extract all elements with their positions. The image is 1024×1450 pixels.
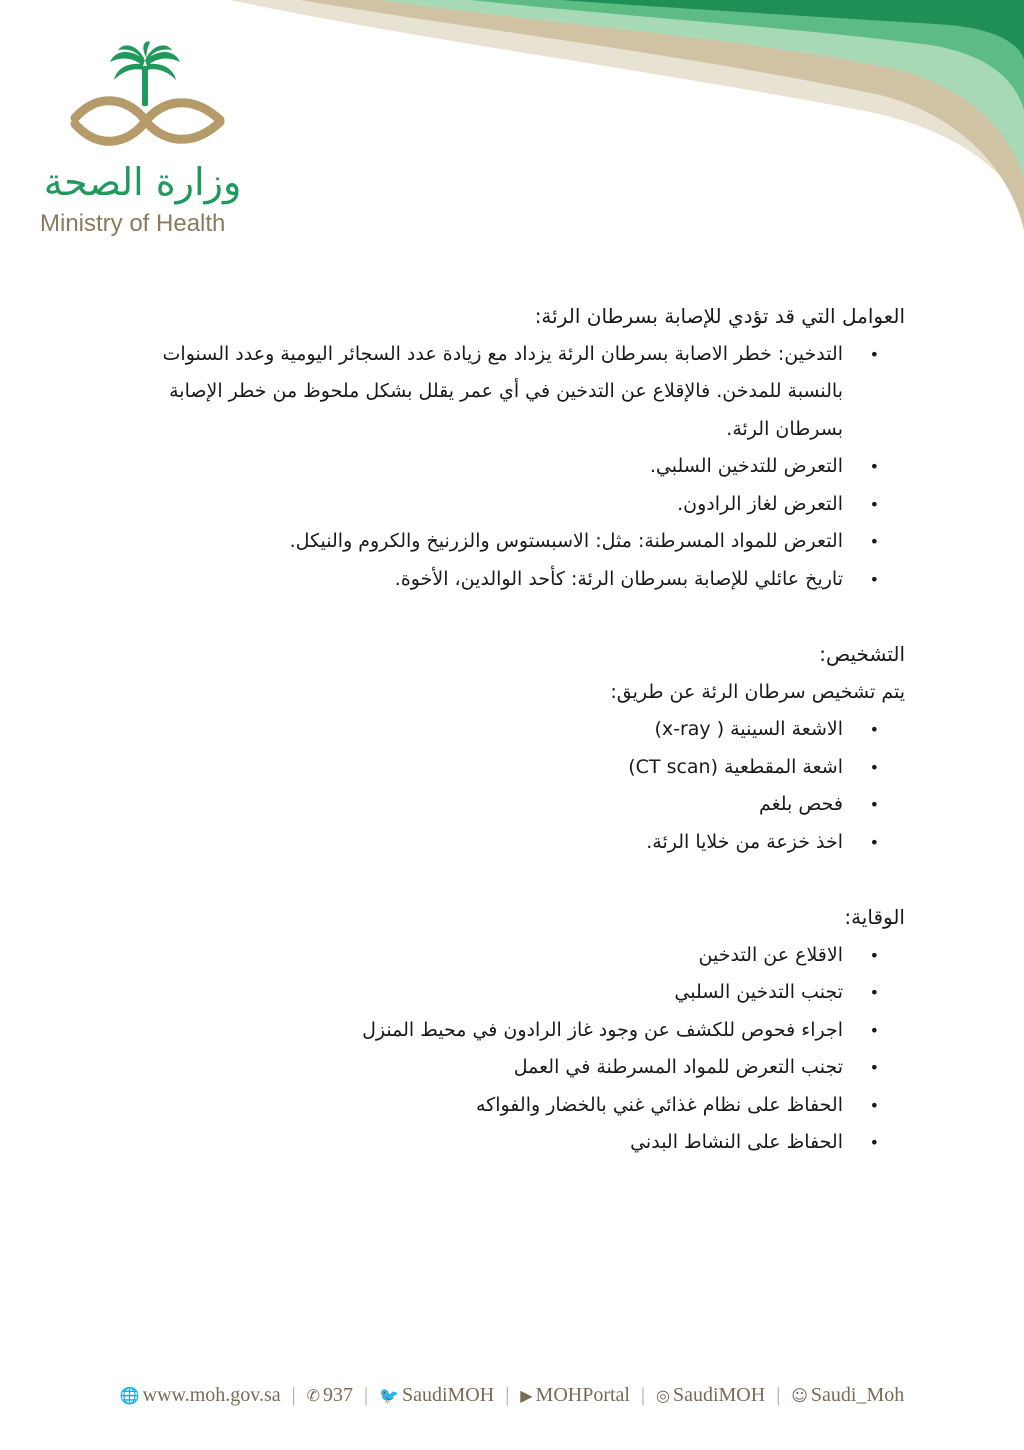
phone-number[interactable]: 937 [323,1384,354,1406]
prevention-list [120,937,905,1162]
list-item: • الحفاظ على النشاط البدني [120,1124,843,1162]
list-item: • التعرض للتدخين السلبي. [120,448,843,486]
risk-factors-heading: العوامل التي قد تؤدي للإصابة بسرطان الرئة: [534,304,905,328]
logo-english-name: Ministry of Health [40,210,226,237]
contact-footer: 🌐 www.moh.gov.sa | ✆ 937 | 🐦 SaudiMOH | ▶ MOHPortal | ◎ SaudiMOH | ☺ Saudi_Moh [119,1384,905,1406]
list-item: • اجراء فحوص للكشف عن وجود غاز الرادون في محيط المنزل [120,1012,843,1050]
list-item: • الاقلاع عن التدخين [120,937,843,975]
list-item: • تجنب التدخين السلبي [120,974,843,1012]
list-item: • الحفاظ على نظام غذائي غني بالخضار والفواكه [120,1087,843,1125]
snapchat-icon: ☺ [791,1386,808,1405]
list-item: • اخذ خزعة من خلايا الرئة. [120,824,843,862]
youtube-handle[interactable]: MOHPortal [535,1384,630,1406]
diagnosis-intro: يتم تشخيص سرطان الرئة عن طريق: [610,680,905,703]
risk-factors-list [120,336,905,599]
snapchat-handle[interactable]: Saudi_Moh [810,1384,905,1406]
instagram-icon: ◎ [656,1386,670,1405]
list-item: • الاشعة السينية ( x-ray) [120,711,843,749]
ministry-logo [30,40,270,250]
phone-icon: ✆ [306,1386,321,1405]
list-item: • تاريخ عائلي للإصابة بسرطان الرئة: كأحد الوالدين، الأخوة. [120,561,843,599]
list-item: • التدخين: خطر الاصابة بسرطان الرئة يزداد مع زيادة عدد السجائر اليومية وعدد السنوات بالنسبة للمدخن. فالإقلاع عن التدخين في أي عمر يقلل بشكل ملحوظ من خطر الإصابة بسرطان الرئة. [120,336,843,449]
twitter-icon: 🐦 [379,1386,399,1405]
globe-icon: 🌐 [119,1386,140,1405]
diagnosis-heading: التشخيص: [819,642,905,666]
logo-arabic-name: وزارة الصحة [43,160,242,204]
document-body [120,298,905,1162]
list-item: • التعرض لغاز الرادون. [120,486,843,524]
twitter-handle[interactable]: SaudiMOH [401,1384,495,1406]
list-item: • التعرض للمواد المسرطنة: مثل: الاسبستوس والزرنيخ والكروم والنيكل. [120,523,843,561]
palm-swords-emblem-icon [30,40,270,160]
list-item: • فحص بلغم [120,786,843,824]
youtube-icon: ▶ [520,1386,533,1405]
list-item: • تجنب التعرض للمواد المسرطنة في العمل [120,1049,843,1087]
prevention-heading: الوقاية: [844,905,905,929]
website-link[interactable]: www.moh.gov.sa [142,1384,281,1406]
instagram-handle[interactable]: SaudiMOH [672,1384,766,1406]
diagnosis-list [120,711,905,861]
list-item: • اشعة المقطعية (CT scan) [120,749,843,787]
